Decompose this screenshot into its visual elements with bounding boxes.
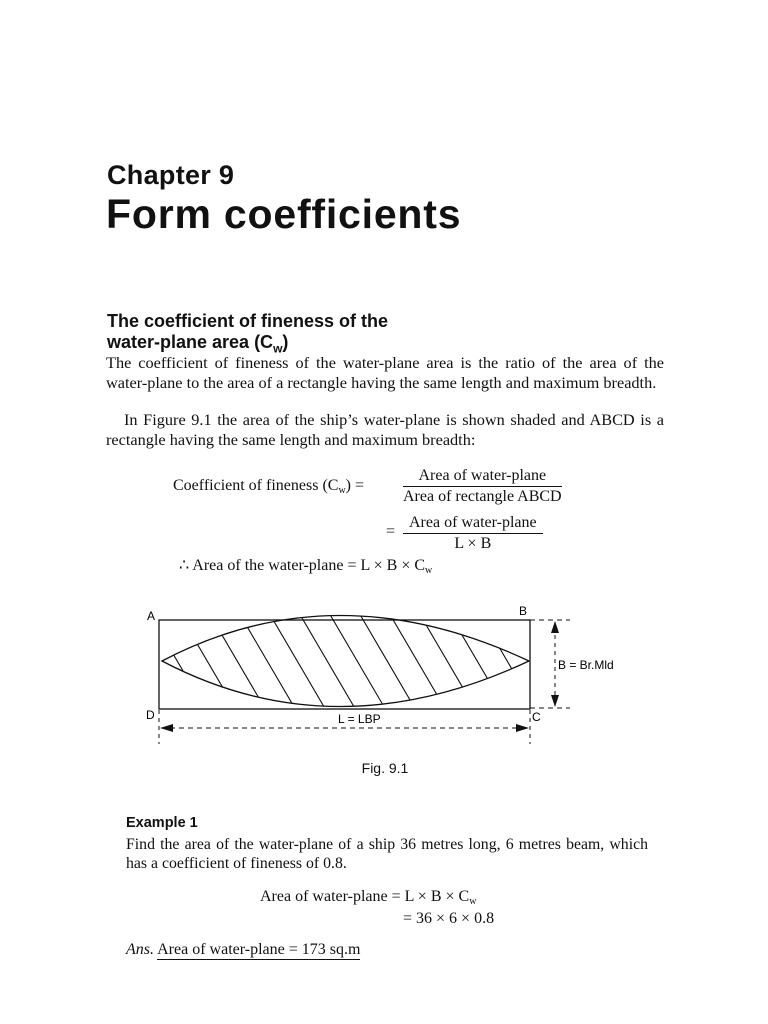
equation2-equals: = [386,523,396,540]
example-calc-line1-subscript: w [469,896,477,907]
example-calc-line2: = 36 × 6 × 0.8 [403,910,495,927]
figure-caption-text: Fig. 9.1 [361,760,409,776]
corner-label-b: B [519,604,528,618]
equation1-lhs-text: Coefficient of fineness (C [173,477,339,494]
equation3-text: ∴ Area of the water-plane = L × B × C [179,557,426,574]
equation3 [179,555,432,576]
length-label: L = LBP [338,712,381,726]
chapter-number: Chapter 9 [107,160,235,190]
figure-caption [0,760,768,776]
equation1-lhs-subscript: w [338,485,346,496]
paragraph-definition: The coefficient of fineness of the water-plane area is the ratio of the area of the water-plane to the area of a rectangle having the same length and maximum breadth. [106,353,664,392]
waterplane-figure [140,600,614,750]
example-heading: Example 1 [126,815,198,831]
example-answer [126,941,360,959]
section-heading-subscript: w [273,341,283,356]
equation1-lhs-end: ) = [345,477,365,494]
equation1-denominator: Area of rectangle ABCD [403,488,562,505]
paragraph-figure-intro: In Figure 9.1 the area of the ship’s water-plane is shown shaded and ABCD is a rectangle having the same length and maximum breadth: [106,410,664,449]
corner-label-d: D [146,708,155,722]
rectangle-abcd [159,620,530,709]
equation3-subscript: w [425,565,433,576]
waterplane-hatching [145,606,570,717]
section-heading-prefix: water-plane area (C [107,332,274,352]
example-calc-line1 [260,888,476,907]
length-arrow-right [516,724,529,732]
section-heading-line1: The coefficient of fineness of the [107,311,389,331]
equation1-numerator: Area of water-plane [403,467,562,487]
equation2-denominator: L × B [454,535,492,552]
answer-label: Ans. [126,941,154,958]
example-calc-line1-text: Area of water-plane = L × B × C [260,888,470,905]
equation1-fraction [403,467,562,506]
chapter-title: Form coefficients [106,191,462,237]
equation2-fraction [403,514,543,553]
equation2-numerator: Area of water-plane [403,514,543,534]
example-problem-text: Find the area of the water-plane of a ship 36 metres long, 6 metres beam, which has a coefficient of fineness of 0.8. [126,836,648,872]
section-heading-suffix: ) [282,332,289,352]
equation1-lhs [173,477,364,496]
corner-label-c: C [532,710,541,724]
length-arrow-left [160,724,173,732]
breadth-label: B = Br.Mld [558,658,614,672]
answer-value: Area of water-plane = 173 sq.m [157,941,361,958]
corner-label-a: A [147,609,156,623]
breadth-arrow-top [551,621,559,633]
breadth-arrow-bottom [551,695,559,707]
